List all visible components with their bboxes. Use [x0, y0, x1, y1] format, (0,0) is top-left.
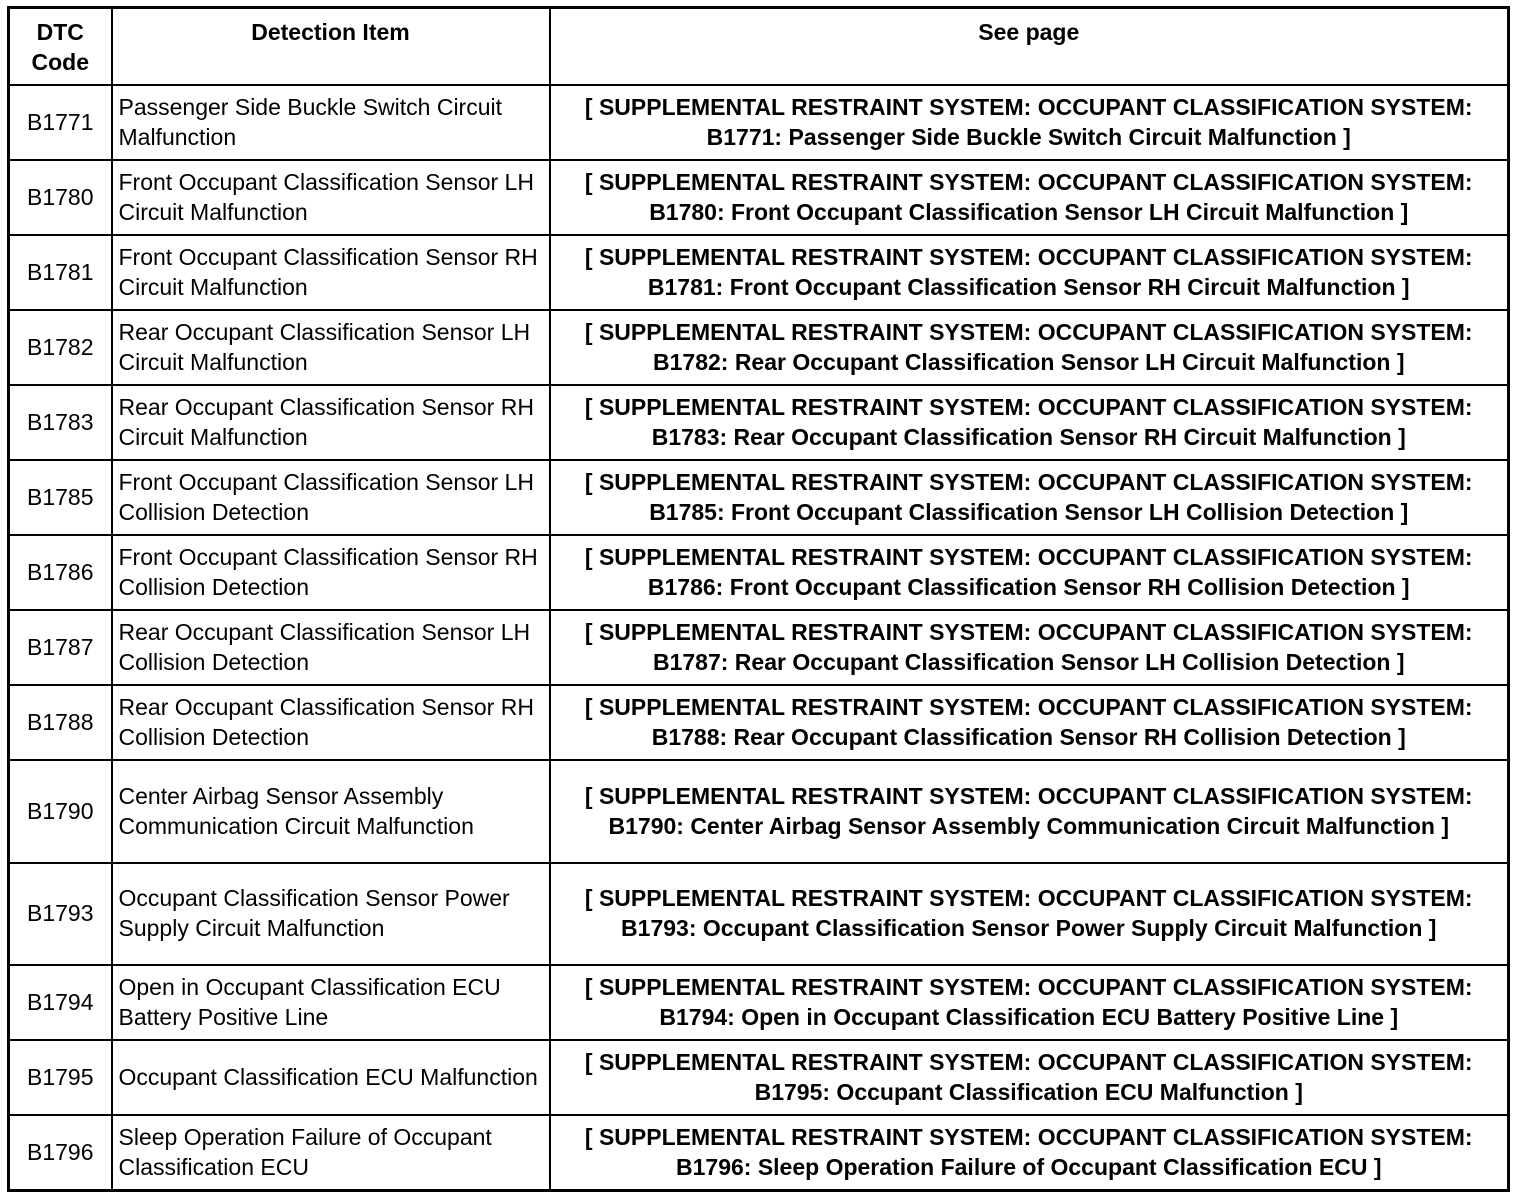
dtc-code-cell: B1793: [9, 863, 112, 966]
detection-item-cell: Open in Occupant Classification ECU Battery Positive Line: [112, 965, 550, 1040]
detection-item-cell: Front Occupant Classification Sensor RH Collision Detection: [112, 535, 550, 610]
dtc-code-cell: B1794: [9, 965, 112, 1040]
see-page-link[interactable]: [ SUPPLEMENTAL RESTRAINT SYSTEM: OCCUPANT CLASSIFICATION SYSTEM: B1787: Rear Occupant Classification Sensor LH Collision Detection ]: [550, 610, 1509, 685]
table-row: [9, 685, 1509, 760]
dtc-code-cell: B1771: [9, 85, 112, 160]
detection-item-cell: Rear Occupant Classification Sensor RH Circuit Malfunction: [112, 385, 550, 460]
see-page-link[interactable]: [ SUPPLEMENTAL RESTRAINT SYSTEM: OCCUPANT CLASSIFICATION SYSTEM: B1785: Front Occupant Classification Sensor LH Collision Detection ]: [550, 460, 1509, 535]
dtc-code-cell: B1788: [9, 685, 112, 760]
table-row: [9, 385, 1509, 460]
dtc-code-cell: B1780: [9, 160, 112, 235]
detection-item-cell: Passenger Side Buckle Switch Circuit Malfunction: [112, 85, 550, 160]
dtc-code-cell: B1785: [9, 460, 112, 535]
dtc-code-cell: B1790: [9, 760, 112, 863]
table-row: [9, 460, 1509, 535]
dtc-code-cell: B1786: [9, 535, 112, 610]
dtc-code-cell: B1783: [9, 385, 112, 460]
detection-item-cell: Occupant Classification ECU Malfunction: [112, 1040, 550, 1115]
dtc-code-cell: B1782: [9, 310, 112, 385]
dtc-table: [7, 6, 1510, 1192]
dtc-code-cell: B1781: [9, 235, 112, 310]
see-page-link[interactable]: [ SUPPLEMENTAL RESTRAINT SYSTEM: OCCUPANT CLASSIFICATION SYSTEM: B1795: Occupant Classification ECU Malfunction ]: [550, 1040, 1509, 1115]
header-dtc-code: DTC Code: [9, 8, 112, 86]
see-page-link[interactable]: [ SUPPLEMENTAL RESTRAINT SYSTEM: OCCUPANT CLASSIFICATION SYSTEM: B1794: Open in Occupant Classification ECU Battery Positive Line ]: [550, 965, 1509, 1040]
table-row: [9, 1115, 1509, 1191]
table-row: [9, 610, 1509, 685]
detection-item-cell: Rear Occupant Classification Sensor LH Circuit Malfunction: [112, 310, 550, 385]
table-row: [9, 310, 1509, 385]
header-detection-item: Detection Item: [112, 8, 550, 86]
dtc-code-cell: B1796: [9, 1115, 112, 1191]
see-page-link[interactable]: [ SUPPLEMENTAL RESTRAINT SYSTEM: OCCUPANT CLASSIFICATION SYSTEM: B1796: Sleep Operation Failure of Occupant Classification ECU ]: [550, 1115, 1509, 1191]
detection-item-cell: Front Occupant Classification Sensor RH Circuit Malfunction: [112, 235, 550, 310]
see-page-link[interactable]: [ SUPPLEMENTAL RESTRAINT SYSTEM: OCCUPANT CLASSIFICATION SYSTEM: B1783: Rear Occupant Classification Sensor RH Circuit Malfunction ]: [550, 385, 1509, 460]
see-page-link[interactable]: [ SUPPLEMENTAL RESTRAINT SYSTEM: OCCUPANT CLASSIFICATION SYSTEM: B1790: Center Airbag Sensor Assembly Communication Circuit Malfunction ]: [550, 760, 1509, 863]
table-row: [9, 85, 1509, 160]
table-header-row: [9, 8, 1509, 86]
dtc-code-cell: B1795: [9, 1040, 112, 1115]
see-page-link[interactable]: [ SUPPLEMENTAL RESTRAINT SYSTEM: OCCUPANT CLASSIFICATION SYSTEM: B1793: Occupant Classification Sensor Power Supply Circuit Malfunction ]: [550, 863, 1509, 966]
see-page-link[interactable]: [ SUPPLEMENTAL RESTRAINT SYSTEM: OCCUPANT CLASSIFICATION SYSTEM: B1771: Passenger Side Buckle Switch Circuit Malfunction ]: [550, 85, 1509, 160]
table-row: [9, 535, 1509, 610]
table-row: [9, 160, 1509, 235]
table-row: [9, 965, 1509, 1040]
dtc-code-cell: B1787: [9, 610, 112, 685]
see-page-link[interactable]: [ SUPPLEMENTAL RESTRAINT SYSTEM: OCCUPANT CLASSIFICATION SYSTEM: B1782: Rear Occupant Classification Sensor LH Circuit Malfunction ]: [550, 310, 1509, 385]
detection-item-cell: Sleep Operation Failure of Occupant Classification ECU: [112, 1115, 550, 1191]
header-see-page: See page: [550, 8, 1509, 86]
detection-item-cell: Front Occupant Classification Sensor LH Circuit Malfunction: [112, 160, 550, 235]
table-row: [9, 760, 1509, 863]
detection-item-cell: Rear Occupant Classification Sensor LH Collision Detection: [112, 610, 550, 685]
see-page-link[interactable]: [ SUPPLEMENTAL RESTRAINT SYSTEM: OCCUPANT CLASSIFICATION SYSTEM: B1788: Rear Occupant Classification Sensor RH Collision Detection ]: [550, 685, 1509, 760]
detection-item-cell: Occupant Classification Sensor Power Supply Circuit Malfunction: [112, 863, 550, 966]
table-row: [9, 863, 1509, 966]
see-page-link[interactable]: [ SUPPLEMENTAL RESTRAINT SYSTEM: OCCUPANT CLASSIFICATION SYSTEM: B1786: Front Occupant Classification Sensor RH Collision Detection ]: [550, 535, 1509, 610]
see-page-link[interactable]: [ SUPPLEMENTAL RESTRAINT SYSTEM: OCCUPANT CLASSIFICATION SYSTEM: B1781: Front Occupant Classification Sensor RH Circuit Malfunction ]: [550, 235, 1509, 310]
see-page-link[interactable]: [ SUPPLEMENTAL RESTRAINT SYSTEM: OCCUPANT CLASSIFICATION SYSTEM: B1780: Front Occupant Classification Sensor LH Circuit Malfunction ]: [550, 160, 1509, 235]
table-row: [9, 235, 1509, 310]
detection-item-cell: Front Occupant Classification Sensor LH Collision Detection: [112, 460, 550, 535]
table-row: [9, 1040, 1509, 1115]
detection-item-cell: Rear Occupant Classification Sensor RH Collision Detection: [112, 685, 550, 760]
detection-item-cell: Center Airbag Sensor Assembly Communication Circuit Malfunction: [112, 760, 550, 863]
